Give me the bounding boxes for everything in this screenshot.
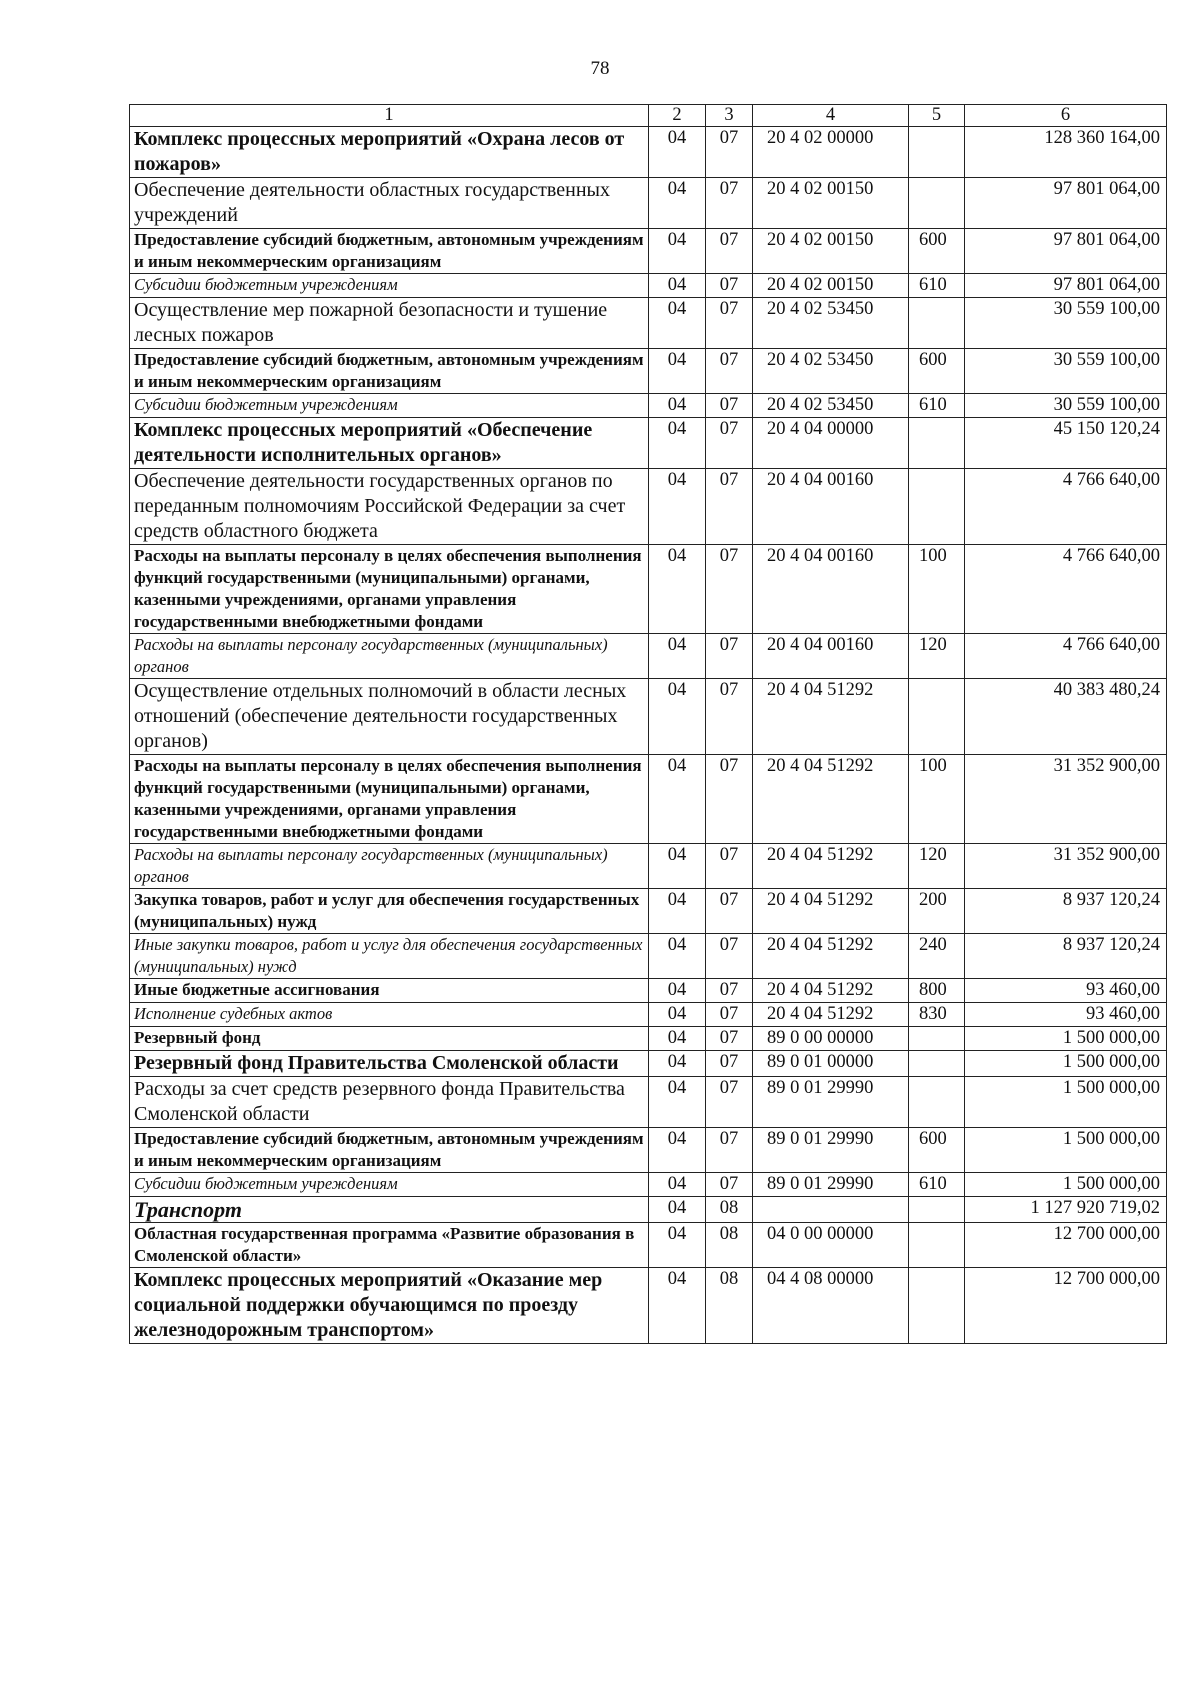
row-section-code: 04 xyxy=(649,349,706,394)
row-target-article: 20 4 04 00000 xyxy=(753,418,909,469)
table-row xyxy=(130,1077,1167,1128)
table-row xyxy=(130,889,1167,934)
page-number: 78 xyxy=(590,58,610,79)
row-subsection-code: 07 xyxy=(706,679,753,755)
row-name: Исполнение судебных актов xyxy=(130,1003,649,1027)
row-subsection-code: 08 xyxy=(706,1223,753,1268)
row-expense-type xyxy=(909,298,965,349)
row-target-article: 20 4 02 00150 xyxy=(753,178,909,229)
row-name: Транспорт xyxy=(130,1197,649,1223)
row-section-code: 04 xyxy=(649,178,706,229)
table-row xyxy=(130,979,1167,1003)
row-amount: 8 937 120,24 xyxy=(965,934,1167,979)
table-row xyxy=(130,349,1167,394)
row-amount: 30 559 100,00 xyxy=(965,349,1167,394)
row-section-code: 04 xyxy=(649,1051,706,1077)
row-name: Расходы на выплаты персоналу государственных (муниципальных) органов xyxy=(130,844,649,889)
row-amount: 31 352 900,00 xyxy=(965,844,1167,889)
row-subsection-code: 07 xyxy=(706,545,753,634)
row-section-code: 04 xyxy=(649,1173,706,1197)
row-expense-type xyxy=(909,127,965,178)
row-section-code: 04 xyxy=(649,934,706,979)
row-section-code: 04 xyxy=(649,229,706,274)
row-section-code: 04 xyxy=(649,394,706,418)
header-col-4: 4 xyxy=(753,105,909,127)
row-section-code: 04 xyxy=(649,1027,706,1051)
row-expense-type: 600 xyxy=(909,349,965,394)
row-name: Субсидии бюджетным учреждениям xyxy=(130,1173,649,1197)
row-name: Иные закупки товаров, работ и услуг для обеспечения государственных (муниципальных) нужд xyxy=(130,934,649,979)
row-section-code: 04 xyxy=(649,1197,706,1223)
row-section-code: 04 xyxy=(649,889,706,934)
row-subsection-code: 07 xyxy=(706,394,753,418)
row-name: Предоставление субсидий бюджетным, автономным учреждениям и иным некоммерческим организациям xyxy=(130,349,649,394)
row-target-article: 20 4 04 00160 xyxy=(753,469,909,545)
row-section-code: 04 xyxy=(649,274,706,298)
row-amount: 4 766 640,00 xyxy=(965,634,1167,679)
row-target-article: 20 4 02 00150 xyxy=(753,229,909,274)
row-subsection-code: 07 xyxy=(706,349,753,394)
table-row xyxy=(130,229,1167,274)
table-row xyxy=(130,545,1167,634)
row-section-code: 04 xyxy=(649,844,706,889)
row-target-article: 20 4 04 51292 xyxy=(753,679,909,755)
row-amount: 93 460,00 xyxy=(965,1003,1167,1027)
row-amount: 97 801 064,00 xyxy=(965,274,1167,298)
row-target-article: 20 4 04 51292 xyxy=(753,934,909,979)
row-amount: 1 127 920 719,02 xyxy=(965,1197,1167,1223)
row-name: Иные бюджетные ассигнования xyxy=(130,979,649,1003)
row-name: Закупка товаров, работ и услуг для обеспечения государственных (муниципальных) нужд xyxy=(130,889,649,934)
row-section-code: 04 xyxy=(649,979,706,1003)
table-row xyxy=(130,1051,1167,1077)
row-target-article: 20 4 02 00150 xyxy=(753,274,909,298)
table-row xyxy=(130,1027,1167,1051)
row-section-code: 04 xyxy=(649,1128,706,1173)
row-target-article: 20 4 02 00000 xyxy=(753,127,909,178)
budget-table xyxy=(129,104,1167,1344)
row-name: Комплекс процессных мероприятий «Оказание мер социальной поддержки обучающимся по проезду железнодорожным транспортом» xyxy=(130,1268,649,1344)
row-section-code: 04 xyxy=(649,418,706,469)
row-expense-type: 600 xyxy=(909,229,965,274)
table-row xyxy=(130,469,1167,545)
row-expense-type: 240 xyxy=(909,934,965,979)
table-row xyxy=(130,1128,1167,1173)
row-amount: 4 766 640,00 xyxy=(965,469,1167,545)
row-expense-type: 610 xyxy=(909,1173,965,1197)
row-target-article: 20 4 04 51292 xyxy=(753,979,909,1003)
row-name: Обеспечение деятельности областных государственных учреждений xyxy=(130,178,649,229)
table-row xyxy=(130,418,1167,469)
row-subsection-code: 07 xyxy=(706,979,753,1003)
row-section-code: 04 xyxy=(649,1003,706,1027)
row-name: Осуществление мер пожарной безопасности и тушение лесных пожаров xyxy=(130,298,649,349)
row-amount: 1 500 000,00 xyxy=(965,1051,1167,1077)
row-expense-type xyxy=(909,1223,965,1268)
row-amount: 93 460,00 xyxy=(965,979,1167,1003)
table-header-row xyxy=(130,105,1167,127)
row-section-code: 04 xyxy=(649,634,706,679)
row-subsection-code: 07 xyxy=(706,1003,753,1027)
row-expense-type: 830 xyxy=(909,1003,965,1027)
row-target-article xyxy=(753,1197,909,1223)
row-expense-type: 120 xyxy=(909,844,965,889)
row-expense-type xyxy=(909,178,965,229)
row-subsection-code: 07 xyxy=(706,934,753,979)
row-target-article: 20 4 04 51292 xyxy=(753,844,909,889)
row-subsection-code: 07 xyxy=(706,298,753,349)
row-subsection-code: 07 xyxy=(706,844,753,889)
row-expense-type: 100 xyxy=(909,755,965,844)
row-amount: 4 766 640,00 xyxy=(965,545,1167,634)
header-col-3: 3 xyxy=(706,105,753,127)
row-section-code: 04 xyxy=(649,1268,706,1344)
row-name: Обеспечение деятельности государственных органов по переданным полномочиям Российской Федерации за счет средств областного бюджета xyxy=(130,469,649,545)
row-subsection-code: 08 xyxy=(706,1197,753,1223)
row-section-code: 04 xyxy=(649,298,706,349)
header-col-2: 2 xyxy=(649,105,706,127)
table-row xyxy=(130,755,1167,844)
row-subsection-code: 07 xyxy=(706,1051,753,1077)
row-name: Осуществление отдельных полномочий в области лесных отношений (обеспечение деятельности государственных органов) xyxy=(130,679,649,755)
row-name: Предоставление субсидий бюджетным, автономным учреждениям и иным некоммерческим организациям xyxy=(130,1128,649,1173)
row-subsection-code: 07 xyxy=(706,178,753,229)
row-target-article: 89 0 01 00000 xyxy=(753,1051,909,1077)
row-target-article: 20 4 04 51292 xyxy=(753,1003,909,1027)
row-subsection-code: 07 xyxy=(706,889,753,934)
row-expense-type: 800 xyxy=(909,979,965,1003)
row-target-article: 20 4 02 53450 xyxy=(753,298,909,349)
table-row xyxy=(130,634,1167,679)
row-expense-type xyxy=(909,1051,965,1077)
row-amount: 1 500 000,00 xyxy=(965,1173,1167,1197)
row-subsection-code: 07 xyxy=(706,1077,753,1128)
table-row xyxy=(130,394,1167,418)
row-name: Субсидии бюджетным учреждениям xyxy=(130,274,649,298)
row-target-article: 89 0 01 29990 xyxy=(753,1128,909,1173)
row-subsection-code: 07 xyxy=(706,127,753,178)
row-section-code: 04 xyxy=(649,755,706,844)
row-amount: 97 801 064,00 xyxy=(965,178,1167,229)
row-expense-type xyxy=(909,469,965,545)
row-expense-type xyxy=(909,1027,965,1051)
table-row xyxy=(130,298,1167,349)
row-target-article: 89 0 01 29990 xyxy=(753,1173,909,1197)
table-row xyxy=(130,679,1167,755)
row-amount: 128 360 164,00 xyxy=(965,127,1167,178)
row-amount: 30 559 100,00 xyxy=(965,298,1167,349)
table-row xyxy=(130,1173,1167,1197)
row-section-code: 04 xyxy=(649,1223,706,1268)
row-expense-type xyxy=(909,1268,965,1344)
table-row xyxy=(130,1197,1167,1223)
row-expense-type xyxy=(909,1077,965,1128)
row-amount: 97 801 064,00 xyxy=(965,229,1167,274)
row-name: Областная государственная программа «Развитие образования в Смоленской области» xyxy=(130,1223,649,1268)
row-amount: 12 700 000,00 xyxy=(965,1268,1167,1344)
row-subsection-code: 08 xyxy=(706,1268,753,1344)
row-subsection-code: 07 xyxy=(706,634,753,679)
row-target-article: 20 4 04 00160 xyxy=(753,545,909,634)
header-col-1: 1 xyxy=(130,105,649,127)
row-target-article: 20 4 04 51292 xyxy=(753,755,909,844)
row-target-article: 20 4 04 00160 xyxy=(753,634,909,679)
row-name: Расходы на выплаты персоналу государственных (муниципальных) органов xyxy=(130,634,649,679)
row-target-article: 89 0 00 00000 xyxy=(753,1027,909,1051)
table-row xyxy=(130,1268,1167,1344)
table-row xyxy=(130,934,1167,979)
row-target-article: 20 4 02 53450 xyxy=(753,349,909,394)
row-amount: 1 500 000,00 xyxy=(965,1077,1167,1128)
row-section-code: 04 xyxy=(649,127,706,178)
row-name: Предоставление субсидий бюджетным, автономным учреждениям и иным некоммерческим организациям xyxy=(130,229,649,274)
row-section-code: 04 xyxy=(649,545,706,634)
row-subsection-code: 07 xyxy=(706,1027,753,1051)
table-row xyxy=(130,1003,1167,1027)
row-subsection-code: 07 xyxy=(706,755,753,844)
row-name: Расходы за счет средств резервного фонда Правительства Смоленской области xyxy=(130,1077,649,1128)
row-target-article: 04 0 00 00000 xyxy=(753,1223,909,1268)
row-target-article: 20 4 04 51292 xyxy=(753,889,909,934)
row-expense-type: 120 xyxy=(909,634,965,679)
table-row xyxy=(130,178,1167,229)
row-amount: 45 150 120,24 xyxy=(965,418,1167,469)
row-expense-type: 100 xyxy=(909,545,965,634)
row-subsection-code: 07 xyxy=(706,469,753,545)
table-row xyxy=(130,127,1167,178)
row-section-code: 04 xyxy=(649,679,706,755)
row-amount: 40 383 480,24 xyxy=(965,679,1167,755)
row-amount: 1 500 000,00 xyxy=(965,1128,1167,1173)
row-amount: 12 700 000,00 xyxy=(965,1223,1167,1268)
row-expense-type xyxy=(909,1197,965,1223)
row-amount: 8 937 120,24 xyxy=(965,889,1167,934)
row-expense-type xyxy=(909,679,965,755)
row-target-article: 04 4 08 00000 xyxy=(753,1268,909,1344)
row-amount: 30 559 100,00 xyxy=(965,394,1167,418)
row-target-article: 20 4 02 53450 xyxy=(753,394,909,418)
row-amount: 31 352 900,00 xyxy=(965,755,1167,844)
row-name: Резервный фонд Правительства Смоленской области xyxy=(130,1051,649,1077)
row-subsection-code: 07 xyxy=(706,274,753,298)
row-name: Субсидии бюджетным учреждениям xyxy=(130,394,649,418)
header-col-6: 6 xyxy=(965,105,1167,127)
row-subsection-code: 07 xyxy=(706,229,753,274)
row-expense-type: 610 xyxy=(909,274,965,298)
row-section-code: 04 xyxy=(649,1077,706,1128)
row-name: Расходы на выплаты персоналу в целях обеспечения выполнения функций государственными (муниципальными) органами, казенными учреждениями, органами управления государственными внебюджетными фондами xyxy=(130,755,649,844)
row-amount: 1 500 000,00 xyxy=(965,1027,1167,1051)
row-name: Расходы на выплаты персоналу в целях обеспечения выполнения функций государственными (муниципальными) органами, казенными учреждениями, органами управления государственными внебюджетными фондами xyxy=(130,545,649,634)
row-expense-type: 610 xyxy=(909,394,965,418)
row-target-article: 89 0 01 29990 xyxy=(753,1077,909,1128)
table-row xyxy=(130,844,1167,889)
row-name: Комплекс процессных мероприятий «Охрана лесов от пожаров» xyxy=(130,127,649,178)
row-expense-type: 200 xyxy=(909,889,965,934)
row-expense-type xyxy=(909,418,965,469)
row-name: Комплекс процессных мероприятий «Обеспечение деятельности исполнительных органов» xyxy=(130,418,649,469)
row-expense-type: 600 xyxy=(909,1128,965,1173)
row-name: Резервный фонд xyxy=(130,1027,649,1051)
table-row xyxy=(130,274,1167,298)
row-subsection-code: 07 xyxy=(706,418,753,469)
header-col-5: 5 xyxy=(909,105,965,127)
table-row xyxy=(130,1223,1167,1268)
row-subsection-code: 07 xyxy=(706,1128,753,1173)
row-subsection-code: 07 xyxy=(706,1173,753,1197)
table-body xyxy=(130,105,1167,1344)
row-section-code: 04 xyxy=(649,469,706,545)
